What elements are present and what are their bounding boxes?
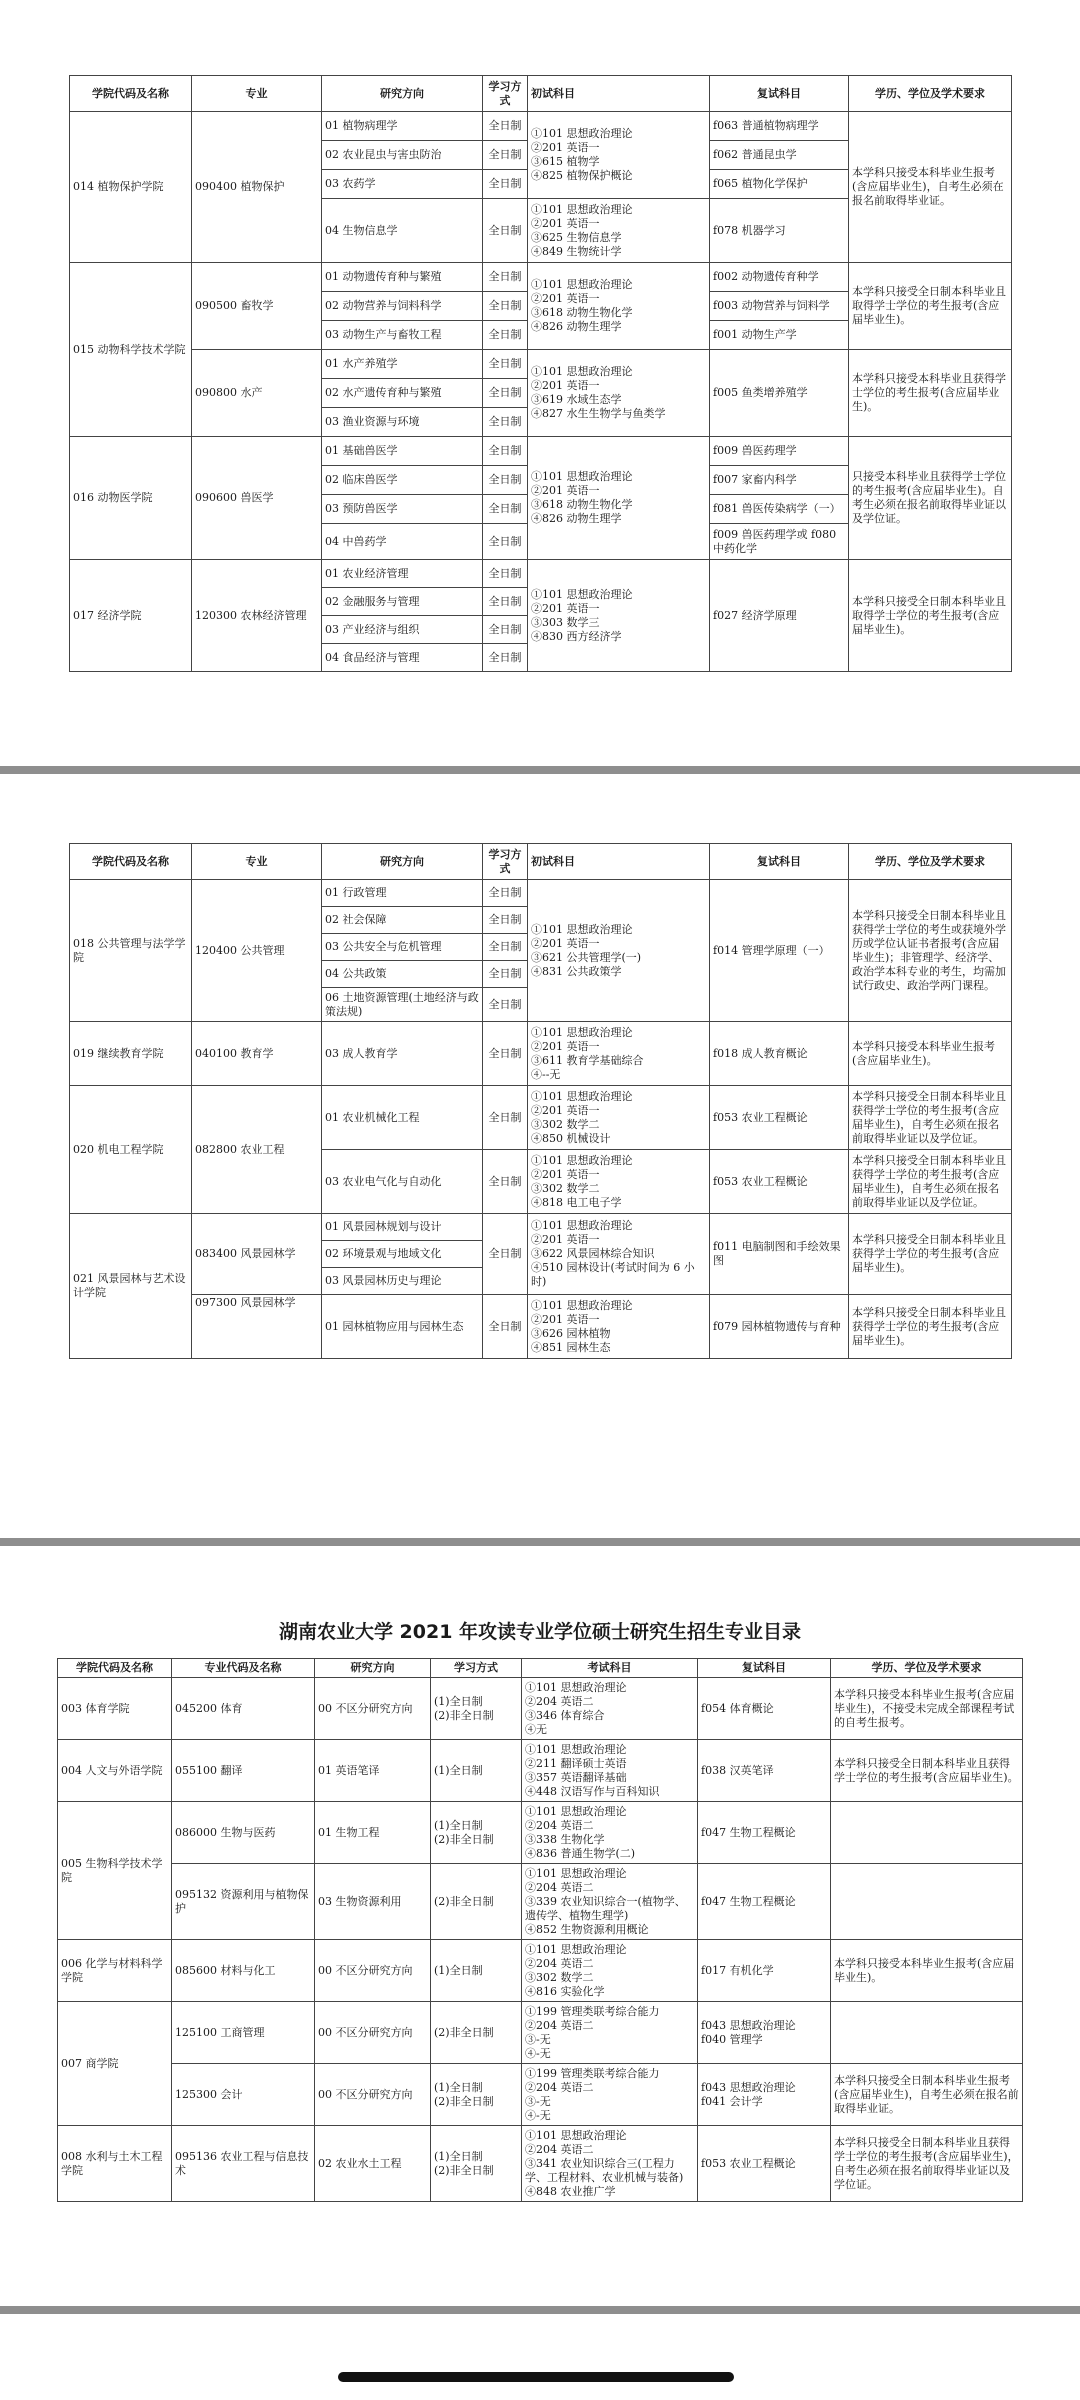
table-row: [58, 2064, 1023, 2126]
mode-cell: (2)非全日制: [431, 1864, 522, 1940]
college-cell: 017 经济学院: [70, 560, 192, 672]
table-header-row: [70, 76, 1012, 112]
mode-cell: 全日制: [483, 466, 528, 495]
requirement-cell: [831, 2002, 1023, 2064]
col-header: 复试科目: [698, 1659, 831, 1678]
table-row: [58, 2126, 1023, 2202]
mode-cell: 全日制: [483, 560, 528, 588]
direction-cell: 03 预防兽医学: [322, 495, 483, 524]
direction-cell: 03 动物生产与畜牧工程: [322, 321, 483, 350]
direction-cell: 02 农业昆虫与害虫防治: [322, 141, 483, 170]
col-header: 学习方式: [483, 76, 528, 112]
page-3: [0, 1546, 1080, 2306]
table-row: [58, 2002, 1023, 2064]
retest-cell: f038 汉英笔译: [698, 1740, 831, 1802]
direction-cell: 04 食品经济与管理: [322, 644, 483, 672]
college-cell: 008 水利与土木工程学院: [58, 2126, 172, 2202]
direction-cell: 00 不区分研究方向: [315, 2064, 431, 2126]
table-row: [70, 1295, 1012, 1359]
direction-cell: 01 动物遗传育种与繁殖: [322, 263, 483, 292]
requirement-text: 本学科只接受本科毕业生报考(含应届毕业生)，自考生必须在报名前取得毕业证。: [852, 166, 1004, 207]
mode-cell: 全日制: [483, 1022, 528, 1086]
page-2: [0, 774, 1080, 1534]
mode-cell: 全日制: [483, 170, 528, 199]
direction-cell: 02 临床兽医学: [322, 466, 483, 495]
college-cell: 014 植物保护学院: [70, 112, 192, 263]
mode-cell: 全日制: [483, 379, 528, 408]
table-row: [70, 880, 1012, 907]
table-row: [58, 1864, 1023, 1940]
col-header: 学院代码及名称: [58, 1659, 172, 1678]
requirement-cell: [849, 112, 1012, 263]
requirement-cell: 本学科只接受全日制本科毕业且获得学士学位的考生报考(含应届毕业生)。: [849, 1295, 1012, 1359]
college-cell: 021 风景园林与艺术设计学院: [70, 1214, 192, 1359]
college-cell: 020 机电工程学院: [70, 1086, 192, 1214]
mode-cell: 全日制: [483, 907, 528, 934]
mode-cell: 全日制: [483, 321, 528, 350]
exam-cell: ①101 思想政治理论 ②211 翻译硕士英语 ③357 英语翻译基础 ④448 汉语写作与百科知识: [522, 1740, 698, 1802]
mode-cell: 全日制: [483, 292, 528, 321]
exam-cell: ①101 思想政治理论 ②201 英语一 ③625 生物信息学 ④849 生物统计学: [528, 199, 710, 263]
mode-cell: 全日制: [483, 141, 528, 170]
retest-cell: f043 思想政治理论 f040 管理学: [698, 2002, 831, 2064]
direction-cell: 03 成人教育学: [322, 1022, 483, 1086]
requirement-cell: 本学科只接受全日制本科毕业且获得学士学位的考生报考(含应届毕业生)，自考生必须在报名前取得毕业证以及学位证。: [849, 1150, 1012, 1214]
requirement-cell: 只接受本科毕业且获得学士学位的考生报考(含应届毕业生)。自考生必须在报名前取得毕业证以及学位证。: [849, 437, 1012, 560]
major-cell: 082800 农业工程: [192, 1086, 322, 1214]
direction-cell: 03 渔业资源与环境: [322, 408, 483, 437]
direction-cell: 03 公共安全与危机管理: [322, 934, 483, 961]
retest-cell: f081 兽医传染病学（一）: [710, 495, 849, 524]
exam-cell: ①101 思想政治理论 ②201 英语一 ③618 动物生物化学 ④826 动物生理学: [528, 263, 710, 350]
mode-cell: 全日制: [483, 880, 528, 907]
col-header: 学习方式: [483, 844, 528, 880]
retest-cell: f043 思想政治理论 f041 会计学: [698, 2064, 831, 2126]
exam-cell: ①101 思想政治理论 ②201 英语一 ③619 水域生态学 ④827 水生生物学与鱼类学: [528, 350, 710, 437]
direction-cell: 01 行政管理: [322, 880, 483, 907]
mode-cell: 全日制: [483, 1295, 528, 1359]
retest-cell: f065 植物化学保护: [710, 170, 849, 199]
retest-cell: f005 鱼类增养殖学: [710, 350, 849, 437]
direction-cell: 00 不区分研究方向: [315, 1940, 431, 2002]
table-row: [58, 1940, 1023, 2002]
requirement-cell: 本学科只接受本科毕业且获得学士学位的考生报考(含应届毕业生)。: [849, 350, 1012, 437]
catalog-table-2: [69, 843, 1012, 1359]
mode-cell: 全日制: [483, 112, 528, 141]
college-cell: 004 人文与外语学院: [58, 1740, 172, 1802]
mode-cell: 全日制: [483, 263, 528, 292]
major-cell: 055100 翻译: [172, 1740, 315, 1802]
retest-cell: f053 农业工程概论: [710, 1086, 849, 1150]
requirement-cell: 本学科只接受本科毕业生报考(含应届毕业生)。: [831, 1940, 1023, 2002]
mode-cell: (1)全日制: [431, 1740, 522, 1802]
requirement-cell: [831, 1864, 1023, 1940]
major-cell: 095136 农业工程与信息技术: [172, 2126, 315, 2202]
col-header: 学历、学位及学术要求: [849, 76, 1012, 112]
major-cell: 125100 工商管理: [172, 2002, 315, 2064]
table-row: [70, 350, 1012, 379]
major-cell: 045200 体育: [172, 1678, 315, 1740]
direction-cell: 01 园林植物应用与园林生态: [322, 1295, 483, 1359]
major-cell: 040100 教育学: [192, 1022, 322, 1086]
col-header: 初试科目: [528, 76, 710, 112]
mode-cell: 全日制: [483, 495, 528, 524]
mode-cell: (1)全日制 (2)非全日制: [431, 1678, 522, 1740]
exam-cell: ①101 思想政治理论 ②201 英语一 ③622 风景园林综合知识 ④510 园林设计(考试时间为 6 小时): [528, 1214, 710, 1295]
direction-cell: 03 风景园林历史与理论: [322, 1268, 483, 1295]
exam-cell: ①101 思想政治理论 ②204 英语二 ③346 体育综合 ④无: [522, 1678, 698, 1740]
mode-cell: 全日制: [483, 1086, 528, 1150]
catalog-table-3: [57, 1658, 1023, 2202]
table-row: [58, 1678, 1023, 1740]
mode-cell: (1)全日制 (2)非全日制: [431, 1802, 522, 1864]
mode-cell: 全日制: [483, 1214, 528, 1295]
major-cell: 086000 生物与医药: [172, 1802, 315, 1864]
exam-cell: ①101 思想政治理论 ②204 英语二 ③339 农业知识综合一(植物学、遗传学、植物生理学) ④852 生物资源利用概论: [522, 1864, 698, 1940]
col-header: 专业: [192, 76, 322, 112]
mode-cell: 全日制: [483, 408, 528, 437]
exam-cell: ①101 思想政治理论 ②201 英语一 ③618 动物生物化学 ④826 动物生理学: [528, 437, 710, 560]
direction-cell: 01 生物工程: [315, 1802, 431, 1864]
direction-cell: 00 不区分研究方向: [315, 2002, 431, 2064]
direction-cell: 03 农业电气化与自动化: [322, 1150, 483, 1214]
retest-cell: f003 动物营养与饲料学: [710, 292, 849, 321]
table-row: [70, 1214, 1012, 1241]
requirement-cell: 本学科只接受全日制本科毕业且获得学士学位的考生报考(含应届毕业生)。: [831, 1740, 1023, 1802]
exam-cell: ①101 思想政治理论 ②201 英语一 ③615 植物学 ④825 植物保护概论: [528, 112, 710, 199]
exam-cell: ①101 思想政治理论 ②201 英语一 ③611 教育学基础综合 ④--无: [528, 1022, 710, 1086]
mode-cell: (2)非全日制: [431, 2002, 522, 2064]
requirement-cell: 本学科只接受全日制本科毕业生报考(含应届毕业生)，自考生必须在报名前取得毕业证。: [831, 2064, 1023, 2126]
requirement-cell: 本学科只接受全日制本科毕业且获得学士学位的考生报考(含应届毕业生)，自考生必须在报名前取得毕业证以及学位证。: [849, 1086, 1012, 1150]
retest-cell: f002 动物遗传育种学: [710, 263, 849, 292]
direction-cell: 01 风景园林规划与设计: [322, 1214, 483, 1241]
table-row: [58, 1802, 1023, 1864]
direction-cell: 04 公共政策: [322, 961, 483, 988]
col-header: 学历、学位及学术要求: [831, 1659, 1023, 1678]
direction-cell: 02 水产遗传育种与繁殖: [322, 379, 483, 408]
col-header: 研究方向: [315, 1659, 431, 1678]
direction-cell: 01 植物病理学: [322, 112, 483, 141]
direction-cell: 01 农业机械化工程: [322, 1086, 483, 1150]
major-cell: 120300 农林经济管理: [192, 560, 322, 672]
major-cell: 095132 资源利用与植物保护: [172, 1864, 315, 1940]
retest-cell: f047 生物工程概论: [698, 1864, 831, 1940]
exam-cell: ①101 思想政治理论 ②201 英语一 ③621 公共管理学(一) ④831 公共政策学: [528, 880, 710, 1022]
col-header: 学院代码及名称: [70, 844, 192, 880]
major-cell: 083400 风景园林学: [192, 1214, 322, 1295]
direction-cell: 02 社会保障: [322, 907, 483, 934]
table-header-row: [70, 844, 1012, 880]
col-header: 专业: [192, 844, 322, 880]
retest-cell: f079 园林植物遗传与育种: [710, 1295, 849, 1359]
col-header: 专业代码及名称: [172, 1659, 315, 1678]
retest-cell: f053 农业工程概论: [698, 2126, 831, 2202]
col-header: 学历、学位及学术要求: [849, 844, 1012, 880]
major-cell: 085600 材料与化工: [172, 1940, 315, 2002]
col-header: 考试科目: [522, 1659, 698, 1678]
requirement-cell: 本学科只接受全日制本科毕业且获得学士学位的考生报考(含应届毕业生)。: [849, 1214, 1012, 1295]
page-divider: [0, 1538, 1080, 1546]
exam-cell: ①199 管理类联考综合能力 ②204 英语二 ③-无 ④-无: [522, 2064, 698, 2126]
page-divider: [0, 766, 1080, 774]
retest-cell: f014 管理学原理（一）: [710, 880, 849, 1022]
major-cell: 120400 公共管理: [192, 880, 322, 1022]
direction-cell: 02 农业水土工程: [315, 2126, 431, 2202]
requirement-cell: 本学科只接受全日制本科毕业且取得学士学位的考生报考(含应届毕业生)。: [849, 560, 1012, 672]
requirement-cell: 本学科只接受全日制本科毕业且取得学士学位的考生报考(含应届毕业生)。: [849, 263, 1012, 350]
college-cell: 005 生物科学技术学院: [58, 1802, 172, 1940]
exam-cell: ①101 思想政治理论 ②201 英语一 ③626 园林植物 ④851 园林生态: [528, 1295, 710, 1359]
exam-cell: ①101 思想政治理论 ②201 英语一 ③302 数学二 ④850 机械设计: [528, 1086, 710, 1150]
col-header: 复试科目: [710, 844, 849, 880]
mode-cell: 全日制: [483, 988, 528, 1022]
table-row: [70, 112, 1012, 141]
table-row: [70, 1086, 1012, 1150]
mode-cell: (1)全日制: [431, 1940, 522, 2002]
table-row: [70, 263, 1012, 292]
requirement-cell: 本学科只接受本科毕业生报考(含应届毕业生)，不接受未完成全部课程考试的自考生报考。: [831, 1678, 1023, 1740]
exam-cell: ①101 思想政治理论 ②201 英语一 ③303 数学三 ④830 西方经济学: [528, 560, 710, 672]
mode-cell: 全日制: [483, 616, 528, 644]
retest-cell: f063 普通植物病理学: [710, 112, 849, 141]
mode-cell: (1)全日制 (2)非全日制: [431, 2126, 522, 2202]
retest-cell: f001 动物生产学: [710, 321, 849, 350]
major-cell: 125300 会计: [172, 2064, 315, 2126]
direction-cell: 04 中兽药学: [322, 524, 483, 560]
college-cell: 015 动物科学技术学院: [70, 263, 192, 437]
mode-cell: 全日制: [483, 961, 528, 988]
major-cell: 090600 兽医学: [192, 437, 322, 560]
mode-cell: 全日制: [483, 1150, 528, 1214]
col-header: 学习方式: [431, 1659, 522, 1678]
retest-cell: f018 成人教育概论: [710, 1022, 849, 1086]
table-row: [70, 560, 1012, 588]
direction-cell: 00 不区分研究方向: [315, 1678, 431, 1740]
direction-cell: 06 土地资源管理(土地经济与政策法规): [322, 988, 483, 1022]
direction-cell: 01 水产养殖学: [322, 350, 483, 379]
retest-cell: f017 有机化学: [698, 1940, 831, 2002]
retest-cell: f011 电脑制图和手绘效果图: [710, 1214, 849, 1295]
college-cell: 016 动物医学院: [70, 437, 192, 560]
mode-cell: 全日制: [483, 199, 528, 263]
table-header-row: [58, 1659, 1023, 1678]
direction-cell: 03 生物资源利用: [315, 1864, 431, 1940]
retest-cell: f054 体育概论: [698, 1678, 831, 1740]
direction-cell: 02 动物营养与饲料科学: [322, 292, 483, 321]
exam-cell: ①199 管理类联考综合能力 ②204 英语二 ③-无 ④-无: [522, 2002, 698, 2064]
requirement-cell: [831, 1802, 1023, 1864]
direction-cell: 03 产业经济与组织: [322, 616, 483, 644]
mode-cell: 全日制: [483, 588, 528, 616]
exam-cell: ①101 思想政治理论 ②201 英语一 ③302 数学二 ④818 电工电子学: [528, 1150, 710, 1214]
table-row: [58, 1740, 1023, 1802]
page-1: [0, 0, 1080, 760]
col-header: 复试科目: [710, 76, 849, 112]
page-divider: [0, 2306, 1080, 2314]
exam-cell: ①101 思想政治理论 ②204 英语二 ③341 农业知识综合三(工程力学、工程材料、农业机械与装备) ④848 农业推广学: [522, 2126, 698, 2202]
mode-cell: (1)全日制 (2)非全日制: [431, 2064, 522, 2126]
requirement-cell: 本学科只接受全日制本科毕业且获得学士学位的考生报考(含应届毕业生)，自考生必须在报名前取得毕业证以及学位证。: [831, 2126, 1023, 2202]
col-header: 研究方向: [322, 844, 483, 880]
retest-cell: f027 经济学原理: [710, 560, 849, 672]
table-row: [70, 1022, 1012, 1086]
major-cell: 090500 畜牧学: [192, 263, 322, 350]
requirement-cell: 本学科只接受本科毕业生报考(含应届毕业生)。: [849, 1022, 1012, 1086]
col-header: 研究方向: [322, 76, 483, 112]
exam-cell: ①101 思想政治理论 ②204 英语二 ③338 生物化学 ④836 普通生物学(二): [522, 1802, 698, 1864]
catalog-table-1: [69, 75, 1012, 672]
mode-cell: 全日制: [483, 350, 528, 379]
retest-cell: f007 家畜内科学: [710, 466, 849, 495]
retest-cell: f009 兽医药理学或 f080 中药化学: [710, 524, 849, 560]
retest-cell: f047 生物工程概论: [698, 1802, 831, 1864]
college-cell: 018 公共管理与法学学院: [70, 880, 192, 1022]
mode-cell: 全日制: [483, 437, 528, 466]
major-cell: 090800 水产: [192, 350, 322, 437]
college-cell: 003 体育学院: [58, 1678, 172, 1740]
retest-cell: f062 普通昆虫学: [710, 141, 849, 170]
major-cell: 097300 风景园林学: [192, 1295, 322, 1359]
retest-cell: f009 兽医药理学: [710, 437, 849, 466]
table-row: [70, 437, 1012, 466]
col-header: 初试科目: [528, 844, 710, 880]
retest-cell: f078 机器学习: [710, 199, 849, 263]
direction-cell: 02 环境景观与地域文化: [322, 1241, 483, 1268]
col-header: 学院代码及名称: [70, 76, 192, 112]
direction-cell: 02 金融服务与管理: [322, 588, 483, 616]
mode-cell: 全日制: [483, 934, 528, 961]
direction-cell: 01 基础兽医学: [322, 437, 483, 466]
direction-cell: 01 英语笔译: [315, 1740, 431, 1802]
exam-cell: ①101 思想政治理论 ②204 英语二 ③302 数学二 ④816 实验化学: [522, 1940, 698, 2002]
direction-cell: 03 农药学: [322, 170, 483, 199]
page-title: 湖南农业大学 2021 年攻读专业学位硕士研究生招生专业目录: [278, 1621, 802, 1643]
college-cell: 019 继续教育学院: [70, 1022, 192, 1086]
mode-cell: 全日制: [483, 524, 528, 560]
requirement-cell: 本学科只接受全日制本科毕业且获得学士学位的考生或获境外学历或学位认证书者报考(含应届毕业生)；非管理学、经济学、政治学本科专业的考生，均需加试行政史、政治学两门课程。: [849, 880, 1012, 1022]
major-cell: 090400 植物保护: [192, 112, 322, 263]
college-cell: 006 化学与材料科学学院: [58, 1940, 172, 2002]
mode-cell: 全日制: [483, 644, 528, 672]
retest-cell: f053 农业工程概论: [710, 1150, 849, 1214]
direction-cell: 01 农业经济管理: [322, 560, 483, 588]
home-indicator[interactable]: [338, 2372, 734, 2382]
college-cell: 007 商学院: [58, 2002, 172, 2126]
direction-cell: 04 生物信息学: [322, 199, 483, 263]
